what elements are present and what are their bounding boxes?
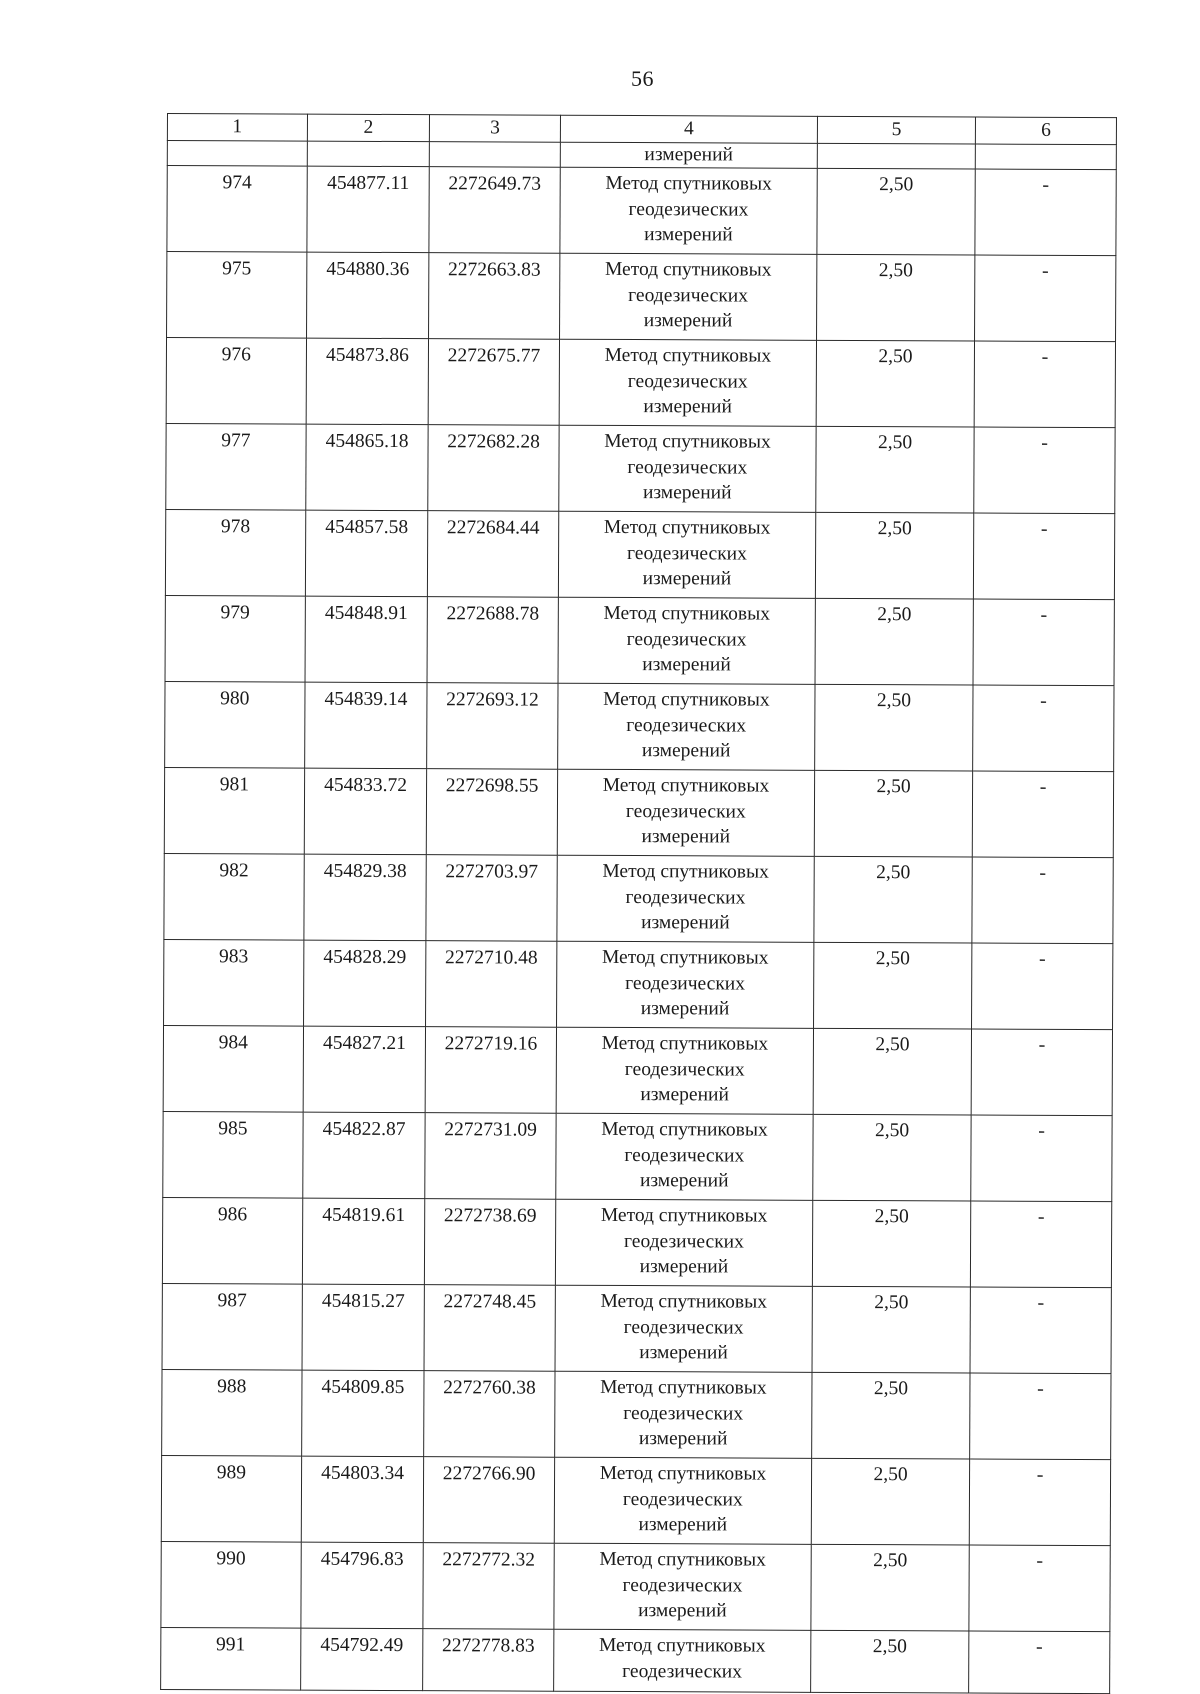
table-row bbox=[167, 166, 1116, 256]
point-number-cell: 985 bbox=[163, 1111, 303, 1198]
table-row bbox=[165, 509, 1114, 599]
method-line: Метод спутниковых bbox=[604, 430, 771, 453]
y-coordinate-cell: 2272772.32 bbox=[423, 1543, 554, 1630]
y-coordinate-cell: 2272731.09 bbox=[425, 1113, 556, 1200]
point-number-cell: 987 bbox=[162, 1283, 302, 1370]
coordinates-table bbox=[160, 113, 1117, 1694]
error-cell: 2,50 bbox=[814, 856, 973, 943]
x-coordinate-cell: 454819.61 bbox=[302, 1198, 425, 1285]
method-line: Метод спутниковых bbox=[600, 1376, 767, 1399]
y-coordinate-cell: 2272649.73 bbox=[429, 167, 560, 254]
method-line: геодезических bbox=[627, 542, 747, 565]
method-line: геодезических bbox=[624, 1230, 744, 1253]
x-coordinate-cell: 454827.21 bbox=[303, 1026, 426, 1113]
point-number-cell: 978 bbox=[165, 509, 305, 596]
error-cell: 2,50 bbox=[811, 1544, 970, 1631]
table-row bbox=[163, 1111, 1112, 1201]
table-row bbox=[167, 252, 1116, 342]
point-number-cell: 976 bbox=[166, 338, 306, 425]
method-line: геодезических bbox=[623, 1316, 744, 1339]
error-cell: 2,50 bbox=[813, 1028, 972, 1115]
x-coordinate-cell: 454803.34 bbox=[301, 1456, 424, 1543]
cont-cell-5 bbox=[817, 143, 975, 169]
method-cell bbox=[554, 1457, 812, 1544]
point-number-cell: 979 bbox=[165, 595, 305, 682]
method-line: измерений bbox=[644, 224, 733, 246]
y-coordinate-cell: 2272738.69 bbox=[425, 1199, 556, 1286]
note-cell: - bbox=[972, 943, 1113, 1030]
cont-cell-6 bbox=[975, 144, 1116, 170]
method-line: Метод спутниковых bbox=[602, 860, 769, 883]
method-line: геодезических bbox=[625, 972, 746, 995]
note-cell: - bbox=[975, 169, 1116, 256]
point-number-cell: 991 bbox=[161, 1627, 301, 1690]
method-line: Метод спутниковых bbox=[604, 344, 772, 367]
method-line: Метод спутниковых bbox=[603, 516, 771, 539]
method-cell bbox=[557, 855, 815, 942]
method-cell bbox=[553, 1629, 810, 1692]
error-cell: 2,50 bbox=[813, 1114, 972, 1201]
x-coordinate-cell: 454815.27 bbox=[302, 1284, 425, 1371]
method-cell bbox=[557, 683, 815, 770]
method-line: Метод спутниковых bbox=[599, 1462, 767, 1485]
method-line: геодезических bbox=[627, 370, 748, 393]
method-line: геодезических bbox=[624, 1144, 745, 1167]
x-coordinate-cell: 454839.14 bbox=[304, 682, 427, 769]
method-line: Метод спутниковых bbox=[604, 258, 772, 281]
point-number-cell: 982 bbox=[164, 853, 304, 940]
note-cell: - bbox=[974, 341, 1115, 428]
x-coordinate-cell: 454857.58 bbox=[305, 510, 428, 597]
table-row bbox=[164, 939, 1113, 1029]
note-cell: - bbox=[975, 255, 1116, 342]
method-cell bbox=[555, 1285, 813, 1372]
point-number-cell: 974 bbox=[167, 166, 307, 253]
point-number-cell: 975 bbox=[167, 252, 307, 339]
cont-cell-1 bbox=[167, 141, 307, 167]
point-number-cell: 981 bbox=[164, 767, 304, 854]
x-coordinate-cell: 454792.49 bbox=[300, 1628, 423, 1691]
method-cell bbox=[557, 769, 815, 856]
method-cell bbox=[558, 511, 816, 598]
method-line: Метод спутниковых bbox=[605, 172, 772, 195]
y-coordinate-cell: 2272688.78 bbox=[427, 597, 558, 684]
header-col-6: 6 bbox=[976, 117, 1117, 145]
method-cell bbox=[556, 941, 814, 1028]
point-number-cell: 990 bbox=[161, 1541, 301, 1628]
note-cell: - bbox=[969, 1545, 1110, 1632]
x-coordinate-cell: 454809.85 bbox=[301, 1370, 424, 1457]
error-cell: 2,50 bbox=[815, 512, 974, 599]
y-coordinate-cell: 2272693.12 bbox=[427, 683, 558, 770]
method-line: Метод спутниковых bbox=[600, 1204, 768, 1227]
error-cell: 2,50 bbox=[812, 1200, 971, 1287]
method-line: Метод спутниковых bbox=[598, 1634, 766, 1657]
header-col-3: 3 bbox=[430, 115, 561, 143]
y-coordinate-cell: 2272766.90 bbox=[423, 1457, 554, 1544]
x-coordinate-cell: 454833.72 bbox=[304, 768, 427, 855]
method-cell bbox=[556, 1113, 814, 1200]
table-row bbox=[161, 1627, 1110, 1693]
method-line: геодезических bbox=[622, 1488, 743, 1511]
error-cell: 2,50 bbox=[811, 1630, 969, 1693]
error-cell: 2,50 bbox=[814, 770, 973, 857]
y-coordinate-cell: 2272719.16 bbox=[425, 1027, 556, 1114]
method-line: геодезических bbox=[622, 1660, 743, 1683]
method-line: измерений bbox=[639, 1170, 729, 1192]
method-line: Метод спутниковых bbox=[602, 774, 770, 797]
x-coordinate-cell: 454880.36 bbox=[306, 252, 429, 339]
cont-cell-2 bbox=[307, 141, 430, 167]
cont-cell-3 bbox=[430, 142, 561, 168]
note-cell: - bbox=[969, 1631, 1110, 1694]
method-line: геодезических bbox=[623, 1402, 744, 1425]
table-row bbox=[162, 1369, 1111, 1459]
error-cell: 2,50 bbox=[815, 684, 974, 771]
method-line: Метод спутниковых bbox=[601, 946, 769, 969]
method-cell bbox=[554, 1543, 812, 1630]
y-coordinate-cell: 2272675.77 bbox=[428, 339, 559, 426]
table-row bbox=[163, 1025, 1112, 1115]
coordinates-table-wrap bbox=[160, 113, 1117, 1694]
note-cell: - bbox=[971, 1201, 1112, 1288]
method-line: измерений bbox=[638, 1514, 728, 1536]
header-col-5: 5 bbox=[817, 116, 975, 144]
method-line: измерений bbox=[642, 654, 731, 676]
method-line: измерений bbox=[641, 826, 731, 848]
point-number-cell: 988 bbox=[162, 1369, 302, 1456]
method-line: Метод спутниковых bbox=[599, 1548, 766, 1571]
method-line: измерений bbox=[639, 1256, 729, 1278]
x-coordinate-cell: 454848.91 bbox=[305, 596, 428, 683]
table-row bbox=[166, 338, 1115, 428]
note-cell: - bbox=[974, 427, 1115, 514]
error-cell: 2,50 bbox=[811, 1458, 970, 1545]
x-coordinate-cell: 454796.83 bbox=[301, 1542, 424, 1629]
cont-method: измерений bbox=[560, 142, 817, 168]
error-cell: 2,50 bbox=[813, 942, 972, 1029]
x-coordinate-cell: 454865.18 bbox=[306, 424, 429, 511]
method-line: геодезических bbox=[624, 1058, 745, 1081]
note-cell: - bbox=[973, 685, 1114, 772]
method-line: Метод спутниковых bbox=[600, 1290, 768, 1313]
error-cell: 2,50 bbox=[816, 426, 975, 513]
table-row bbox=[165, 681, 1114, 771]
method-cell bbox=[558, 597, 816, 684]
table-row bbox=[164, 853, 1113, 943]
note-cell: - bbox=[969, 1459, 1110, 1546]
header-col-4: 4 bbox=[560, 115, 817, 143]
note-cell: - bbox=[973, 599, 1114, 686]
table-header-row bbox=[167, 114, 1116, 145]
method-line: геодезических bbox=[625, 886, 746, 909]
method-line: измерений bbox=[640, 998, 730, 1020]
note-cell: - bbox=[972, 771, 1113, 858]
point-number-cell: 986 bbox=[162, 1197, 302, 1284]
note-cell: - bbox=[970, 1287, 1111, 1374]
method-line: измерений bbox=[643, 310, 733, 332]
x-coordinate-cell: 454822.87 bbox=[303, 1112, 426, 1199]
header-col-2: 2 bbox=[307, 114, 430, 142]
error-cell: 2,50 bbox=[817, 168, 976, 255]
y-coordinate-cell: 2272710.48 bbox=[426, 941, 557, 1028]
method-line: измерений bbox=[641, 912, 730, 934]
method-cell bbox=[556, 1027, 814, 1114]
method-line: измерений bbox=[643, 396, 732, 418]
y-coordinate-cell: 2272778.83 bbox=[423, 1629, 554, 1692]
error-cell: 2,50 bbox=[816, 340, 975, 427]
header-col-1: 1 bbox=[167, 114, 307, 142]
method-line: геодезических bbox=[628, 284, 749, 307]
x-coordinate-cell: 454877.11 bbox=[307, 166, 430, 253]
method-line: измерений bbox=[638, 1600, 727, 1622]
error-cell: 2,50 bbox=[815, 598, 974, 685]
method-line: измерений bbox=[642, 482, 732, 504]
table-row bbox=[161, 1455, 1110, 1545]
method-line: геодезических bbox=[625, 800, 746, 823]
point-number-cell: 984 bbox=[163, 1025, 303, 1112]
error-cell: 2,50 bbox=[816, 254, 975, 341]
note-cell: - bbox=[971, 1115, 1112, 1202]
y-coordinate-cell: 2272684.44 bbox=[428, 511, 559, 598]
method-line: измерений bbox=[640, 1084, 729, 1106]
y-coordinate-cell: 2272748.45 bbox=[424, 1285, 555, 1372]
point-number-cell: 977 bbox=[166, 423, 306, 510]
method-line: Метод спутниковых bbox=[603, 688, 770, 711]
y-coordinate-cell: 2272760.38 bbox=[424, 1371, 555, 1458]
y-coordinate-cell: 2272682.28 bbox=[428, 425, 559, 512]
method-line: измерений bbox=[642, 568, 732, 590]
x-coordinate-cell: 454829.38 bbox=[304, 854, 427, 941]
method-line: измерений bbox=[641, 740, 731, 762]
method-line: измерений bbox=[638, 1428, 728, 1450]
method-line: геодезических bbox=[622, 1574, 743, 1597]
method-line: геодезических bbox=[627, 456, 748, 479]
note-cell: - bbox=[974, 513, 1115, 600]
error-cell: 2,50 bbox=[812, 1372, 971, 1459]
x-coordinate-cell: 454873.86 bbox=[306, 338, 429, 425]
method-cell bbox=[559, 425, 817, 512]
point-number-cell: 980 bbox=[165, 681, 305, 768]
method-cell bbox=[559, 339, 817, 426]
note-cell: - bbox=[972, 857, 1113, 944]
note-cell: - bbox=[970, 1373, 1111, 1460]
x-coordinate-cell: 454828.29 bbox=[303, 940, 426, 1027]
method-cell bbox=[560, 167, 818, 254]
table-row bbox=[162, 1283, 1111, 1373]
y-coordinate-cell: 2272703.97 bbox=[426, 855, 557, 942]
point-number-cell: 989 bbox=[161, 1455, 301, 1542]
table-row bbox=[164, 767, 1113, 857]
error-cell: 2,50 bbox=[812, 1286, 971, 1373]
point-number-cell: 983 bbox=[164, 939, 304, 1026]
method-cell bbox=[559, 253, 817, 340]
table-row bbox=[165, 595, 1114, 685]
y-coordinate-cell: 2272698.55 bbox=[427, 769, 558, 856]
method-cell bbox=[554, 1371, 812, 1458]
table-row bbox=[162, 1197, 1111, 1287]
table-row bbox=[161, 1541, 1110, 1631]
method-line: Метод спутниковых bbox=[601, 1118, 768, 1141]
method-line: геодезических bbox=[628, 198, 749, 221]
method-line: Метод спутниковых bbox=[603, 602, 771, 625]
method-cell bbox=[555, 1199, 813, 1286]
method-line: геодезических bbox=[626, 714, 747, 737]
method-line: измерений bbox=[639, 1342, 728, 1364]
method-line: геодезических bbox=[626, 628, 747, 651]
table-row bbox=[166, 423, 1115, 513]
page-number: 56 bbox=[631, 66, 654, 91]
note-cell: - bbox=[971, 1029, 1112, 1116]
y-coordinate-cell: 2272663.83 bbox=[429, 253, 560, 340]
method-line: Метод спутниковых bbox=[601, 1032, 769, 1055]
